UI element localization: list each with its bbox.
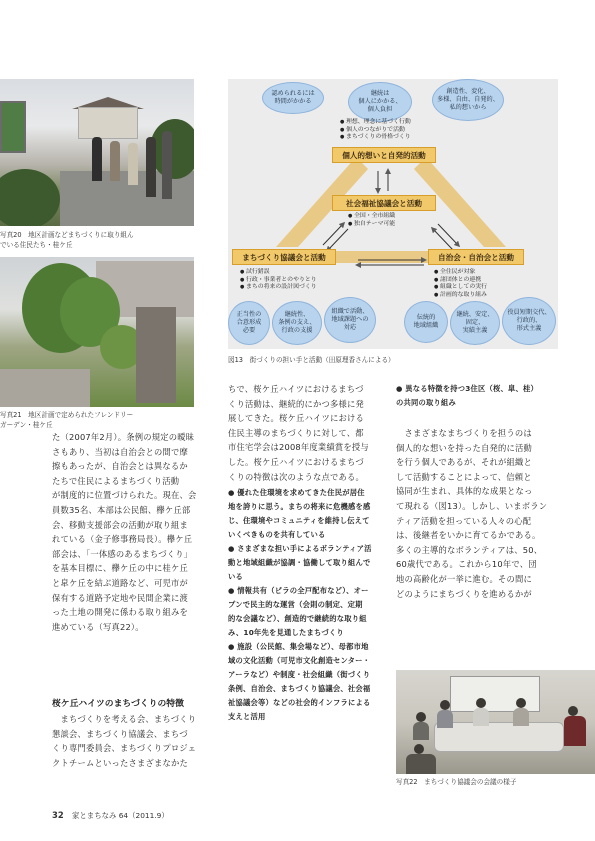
- figure13-caption: 図13 街づくりの担い手と活動（田原理香さんによる）: [228, 356, 395, 364]
- box-individual-activity: 個人的想いと自発的活動: [332, 147, 436, 163]
- bubble-top-2: 継続は 個人にかかる、 個人負担: [348, 82, 412, 122]
- bubble-bottom-4: 伝統的 地域組織: [404, 301, 448, 343]
- journal-info: 家とまちなみ 64（2011.9）: [72, 811, 169, 820]
- box-neighborhood-association: 自治会・自治会と活動: [428, 249, 524, 265]
- bubble-bottom-3: 組織で活動、 地域課題への 対応: [324, 297, 376, 343]
- photo22-caption: 写真22 まちづくり協議会の会議の様子: [396, 778, 517, 786]
- bubble-bottom-5: 継続、安定、 固定、 実績主義: [450, 301, 500, 345]
- photo-residents: [0, 79, 194, 226]
- box-social-welfare: 社会福祉協議会と活動: [332, 195, 436, 211]
- page-footer: [52, 810, 169, 821]
- bubble-bottom-2: 継続性、 条例の支え、 行政の支援: [272, 301, 322, 345]
- feature-bullet-continued: ● 異なる特徴を持つ3住区（桜、皐、桂） の共同の取り組み: [396, 384, 539, 407]
- page-number: 32: [52, 810, 64, 820]
- bubble-top-3: 創造性、変化、 多様、自由、自発的、 私的想いから: [432, 79, 504, 121]
- list-neighborhood-association: ● 全住民が対象 ● 諸団体との連携 ● 組織としての実行 ● 計画的な取り組み: [434, 269, 487, 299]
- list-machizukuri-council: ● 試行錯誤 ● 行政・事業者とのやりとり ● まちの将来の設計図づくり: [240, 269, 317, 292]
- photo-council-meeting: [396, 670, 595, 774]
- feature-bullet-list: ● 優れた住環境を求めてきた住民が居住 地を誇りに思う。まちの将来に危機感を感 じ、住環境やコミュニティを維持し伝えて いくべきものを共有している ● さまざまな担い手によるボランティア活 動と地域組織が協調・協働して取り組んで いる ● 情報共有（ビラの全戸配布など）、オー プンで民主的な運営（会則の制定、定期 的な会議など）、創造的で継続的な取り組 み、10年先を見通したまちづくり ● 施設（公民館、集会場など）、母都市地 域の文化活動（可児市文化創造センター・ アーラなど）や制度・社会組織（街づくり 条例、自治会、まちづくり協議会、社会福 祉協議会等）などの社会的インフラによる 支えと活用: [228, 488, 372, 721]
- column-3-text: さまざまなまちづくりを担うのは 個人的な想いを持った自発的に活動 を行う個人であるが、それが組織と して活動することによって、信頼と 協同が生まれ、具体的な成果となっ て現れる（図13）。しかし、いまボラン ティア活動を担っている人々の心配 は、後継者をいかに育てるかである。 多くの主導的なボランティアは、50、 60歳代である。これから10年で、団 地の高齢化が一挙に進む。その間に どのようにまちづくりを進めるかが: [396, 428, 548, 599]
- list-individual: ● 理想、理念に基づく行動 ● 個人のつながりで活動 ● まちづくりの骨格づくり: [340, 119, 411, 142]
- bubble-bottom-6: 役員短期交代、 行政的、 形式主義: [502, 297, 556, 345]
- section-heading: 桜ケ丘ハイツのまちづくりの特徴: [52, 699, 184, 709]
- photo-friendly-garden: [0, 257, 194, 407]
- box-machizukuri-council: まちづくり協議会と活動: [232, 249, 336, 265]
- figure-actors-diagram: [228, 79, 558, 349]
- photo20-caption: 写真20 地区計画などまちづくりに取り組ん でいる住民たち・桂ケ丘: [0, 231, 134, 249]
- column-1-text-2: まちづくりを考える会、まちづくり 懇談会、まちづくり協議会、まちづ くり専門委員会、まちづくりプロジェ クトチームといったさまざまなかた: [52, 714, 197, 768]
- column-2-text: ちで、桜ケ丘ハイツにおけるまちづ くり活動は、継続的にかつ多様に発 展してきた。桜ケ丘ハイツにおける 住民主導のまちづくりに対して、都 市住宅学会は2008年度業績賞を授与 した。桜ケ丘ハイツにおけるまちづ くりの特徴は次のような点である。: [228, 384, 369, 482]
- bubble-top-1: 認められるには 時間がかかる: [262, 82, 324, 114]
- bubble-bottom-1: 正当性の 合意形成 必要: [228, 301, 270, 345]
- photo21-caption: 写真21 地区計画で定められたフレンドリー ガーデン・桂ケ丘: [0, 411, 134, 429]
- list-social-welfare: ● 全国・全市組織 ● 独自テーマ可能: [348, 213, 395, 228]
- column-1-text: た（2007年2月）。条例の規定の曖昧 さもあり、当初は自治会との間で摩 擦もあったが、自治会とは異なるか たちで住民によるまちづくり活動 が制度的に位置づけられた。現在、会 員数35名、本部は公民館、欅ケ丘部 会、移動支援部会の活動が取り組ま れている（金子修事務局長）。欅ケ丘 部会は、「一体感のあるまちづくり」 を基本目標に、欅ケ丘の中に桂ケ丘 と皐ケ丘を結ぶ道路など、可児市が 保有する道路予定地や民間企業に渡 った土地の開発に係わる取り組みを 進めている（写真22）。: [52, 432, 197, 632]
